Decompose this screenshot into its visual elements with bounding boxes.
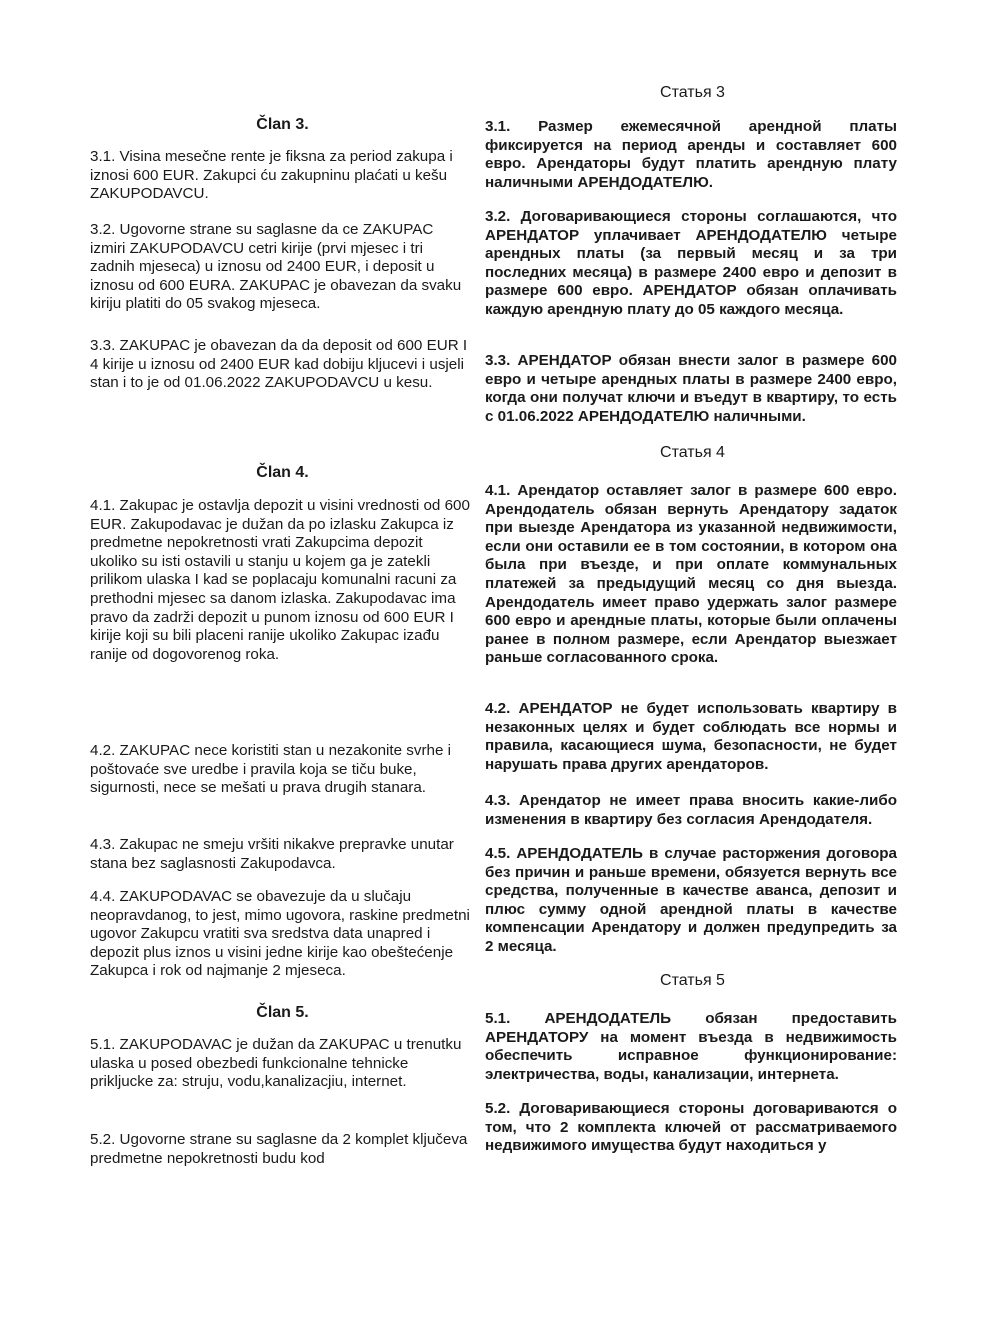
clause-3-3-sr: 3.3. ZAKUPAC je obavezan da da deposit od 600 EUR I 4 kirije u iznosu od 2400 EUR kad dobiju kljucevi i usjeli stan i to je od 01.06.2022 ZAKUPODAVCU u kesu. [90,337,468,392]
clause-3-1-sr: 3.1. Visina mesečne rente je fiksna za period zakupa i iznosi 600 EUR. Zakupci ću zakupninu plaćati u kešu ZAKUPODAVCU. [90,148,453,203]
clause-3-1-ru: 3.1. Размер ежемесячной арендной платы фиксируется на период аренды и составляет 600 евро. Арендаторы будут платить арендную плату наличными АРЕНДОДАТЕЛЮ. [485,118,897,191]
clause-4-1-ru: 4.1. Арендатор оставляет залог в размере 600 евро. Арендодатель обязан вернуть Арендатору задаток при выезде Арендатора из указанной недвижимости, если они оставили ее в том состоянии, в котором она была при въезде, и при оплате коммунальных платежей за предыдущий месяц со дня выезда. Арендодатель имеет право удержать залог размере 600 евро и арендные платы, которые были оплачены ранее в полном размере, если Арендатор выезжает раньше согласованного срока. [485,482,897,667]
clause-4-1-sr: 4.1. Zakupac je ostavlja depozit u visini vrednosti od 600 EUR. Zakupodavac je dužan da po izlasku Zakupca iz predmetne nepokretnosti vrati Zakupcima depozit ukoliko su isti ostavili u stanju u kojem ga je zatekli prilikom ulaska I kad se poplacaju komunalni racuni za prethodni mjesec sa danom izlaska. Zakupodavac ima pravo da zadrži depozit u punom iznosu od 600 EUR I kirije koji su bili placeni ranije ukoliko Zakupac izađu ranije od dogovorenog roka. [90,497,470,663]
clause-5-1-sr: 5.1. ZAKUPODAVAC je dužan da ZAKUPAC u trenutku ulaska u posed obezbedi funkcionalne tehnicke prikljucke za: struju, vodu,kanalizacjiu, internet. [90,1036,462,1091]
statya-5-heading: Статья 5 [660,972,725,989]
clause-3-3-ru: 3.3. АРЕНДАТОР обязан внести залог в размере 600 евро и четыре арендных платы в размере 2400 евро, когда они получат ключи и въедут в квартиру, то есть с 01.06.2022 АРЕНДОДАТЕЛЮ наличными. [485,352,897,425]
clause-5-1-ru: 5.1. АРЕНДОДАТЕЛЬ обязан предоставить АРЕНДАТОРУ на момент въезда в недвижимость обеспечить исправное функционирование: электричества, воды, канализации, интернета. [485,1010,897,1083]
statya-4-heading: Статья 4 [660,444,725,461]
clan-3-heading: Član 3. [256,116,309,133]
clause-4-2-ru: 4.2. АРЕНДАТОР не будет использовать квартиру в незаконных целях и будет соблюдать все нормы и правила, касающиеся шума, безопасности, не будет нарушать права других арендаторов. [485,700,897,773]
clause-3-2-ru: 3.2. Договаривающиеся стороны соглашаются, что АРЕНДАТОР уплачивает АРЕНДОДАТЕЛЮ четыре арендных платы (за первый месяц и за три последних месяца) в размере 2400 евро и депозит в размере 600 евро. АРЕНДАТОР обязан оплачивать каждую арендную плату до 05 каждого месяца. [485,208,897,318]
statya-3-heading: Статья 3 [660,84,725,101]
clause-3-2-sr: 3.2. Ugovorne strane su saglasne da ce ZAKUPAC izmiri ZAKUPODAVCU cetri kirije (prvi mjesec i tri zadnih mjeseca) u iznosu od 2400 EUR, i deposit u iznosu od 600 EURA. ZAKUPAC je obavezan da svaku kiriju platiti do 05 svakog mjeseca. [90,221,462,313]
clause-4-4-sr: 4.4. ZAKUPODAVAC se obavezuje da u slučaju neopravdanog, to jest, mimo ugovora, raskine predmetni ugovor Zakupcu vratiti sva sredstva data unapred i depozit plus iznos u visini jedne kirije kao obeštećenje Zakupca i rok od najmanje 2 mjeseca. [90,888,470,980]
clause-5-2-ru: 5.2. Договаривающиеся стороны договариваются о том, что 2 комплекта ключей от рассматриваемого недвижимого имущества будут находиться у [485,1100,897,1155]
clan-4-heading: Član 4. [256,464,309,481]
clause-5-2-sr: 5.2. Ugovorne strane su saglasne da 2 komplet ključeva predmetne nepokretnosti budu kod [90,1131,468,1167]
clause-4-3-ru: 4.3. Арендатор не имеет права вносить какие-либо изменения в квартиру без согласия Арендодателя. [485,792,897,828]
clause-4-5-ru: 4.5. АРЕНДОДАТЕЛЬ в случае расторжения договора без причин и раньше времени, обязуется вернуть все средства, полученные в качестве аванса, депозит и плюс сумму одной арендной платы в качестве компенсации Арендатору и должен предупредить за 2 месяца. [485,845,897,955]
clan-5-heading: Član 5. [256,1004,309,1021]
clause-4-3-sr: 4.3. Zakupac ne smeju vršiti nikakve prepravke unutar stana bez saglasnosti Zakupodavca. [90,836,454,872]
clause-4-2-sr: 4.2. ZAKUPAC nece koristiti stan u nezakonite svrhe i poštovaće sve uredbe i pravila koja se tiču buke, sigurnosti, nece se mešati u prava drugih stanara. [90,742,452,797]
